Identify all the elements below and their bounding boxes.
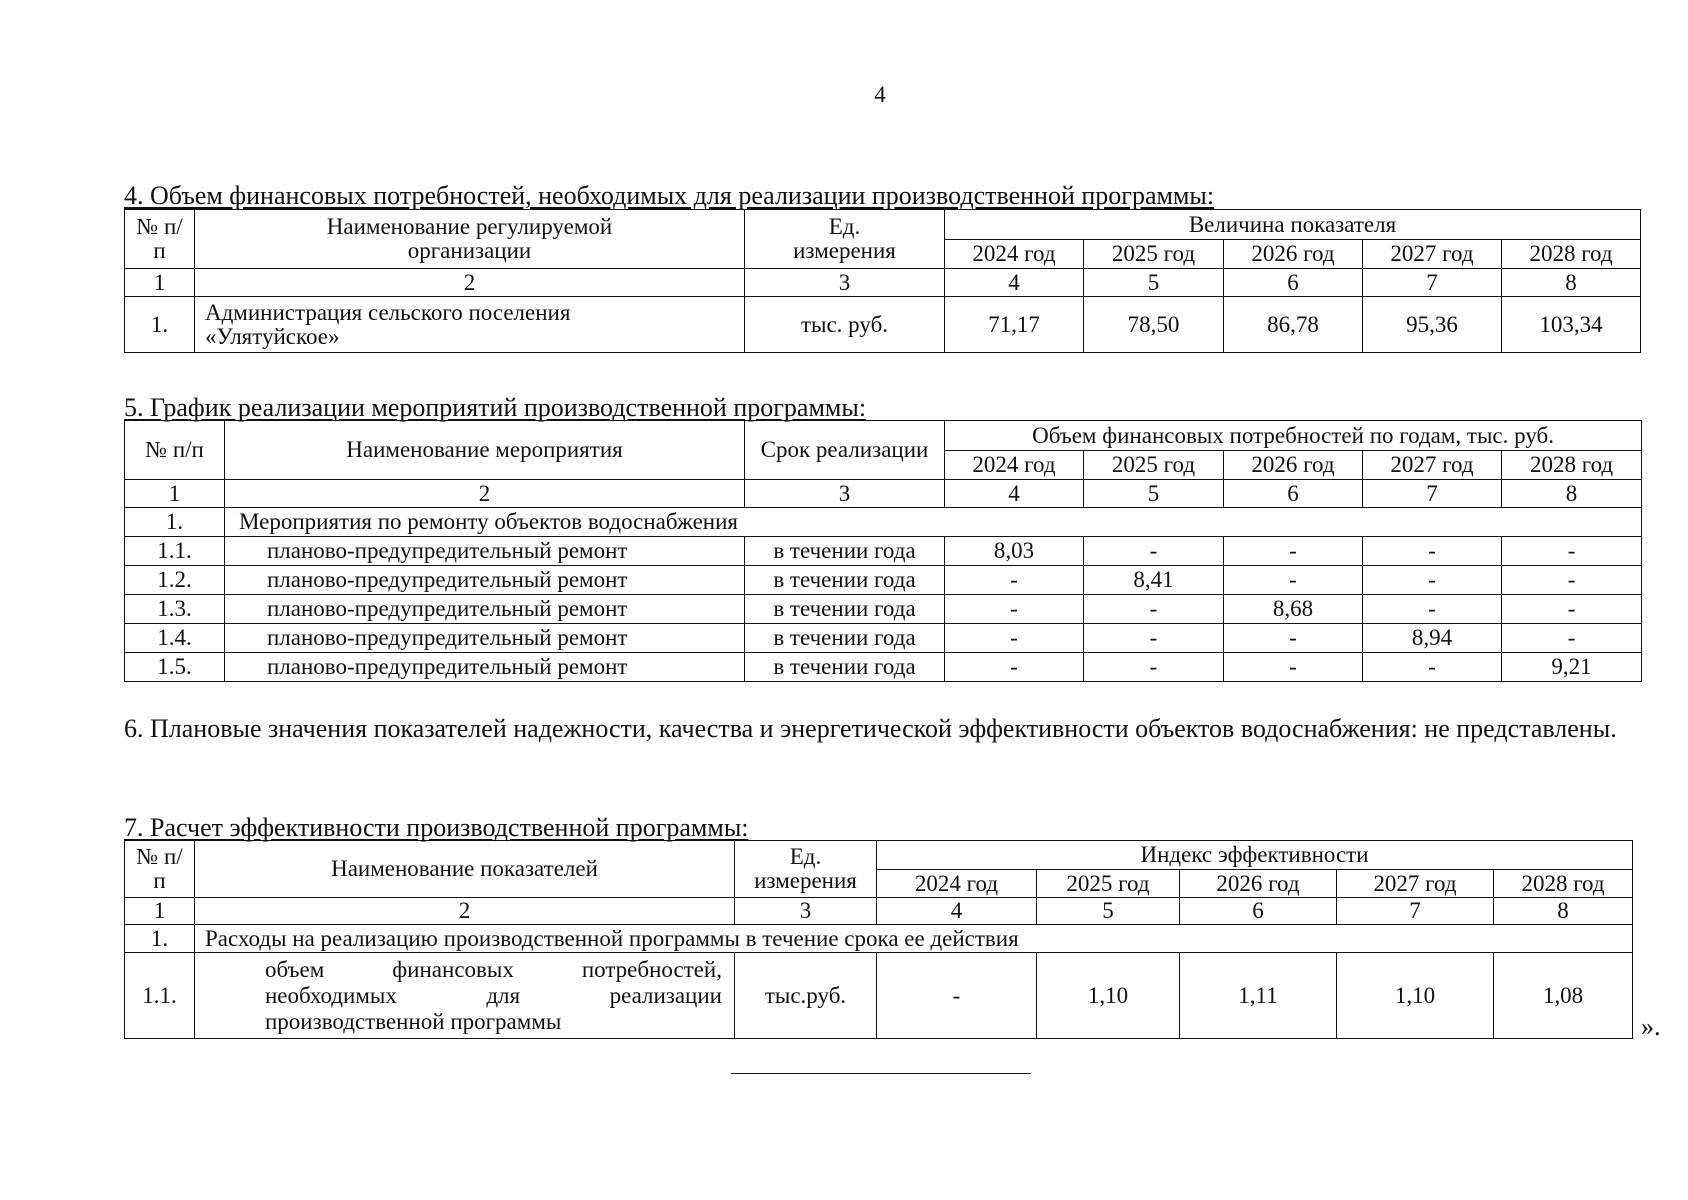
closing-quote: ».	[1641, 1012, 1661, 1041]
value-cell: 8,41	[1084, 566, 1224, 595]
col-header-name: Наименование мероприятия	[225, 421, 745, 480]
row-number: 1.3.	[125, 595, 225, 624]
year-header: 2025 год	[1084, 451, 1224, 480]
organization-name: Администрация сельского поселения «Улятуйское»	[195, 297, 745, 353]
col-header-unit: Ед. измерения	[745, 210, 945, 269]
table-row	[125, 595, 1642, 624]
section-4-title: 4. Объем финансовых потребностей, необходимых для реализации производственной программы:	[124, 181, 1215, 210]
column-number: 6	[1224, 480, 1363, 508]
column-number: 3	[745, 480, 945, 508]
activity-name: планово-предупредительный ремонт	[225, 653, 745, 682]
term-cell: в течении года	[745, 537, 945, 566]
table-header-row	[125, 841, 1633, 870]
col-header-num: № п/п	[125, 421, 225, 480]
column-number: 4	[877, 898, 1037, 925]
group-row	[125, 508, 1642, 537]
activity-name: планово-предупредительный ремонт	[225, 595, 745, 624]
year-header: 2027 год	[1337, 870, 1494, 898]
value-cell: 1,08	[1494, 953, 1633, 1039]
column-number: 5	[1084, 480, 1224, 508]
value-cell: -	[1084, 595, 1224, 624]
col-header-num: № п/п	[125, 210, 195, 269]
term-cell: в течении года	[745, 624, 945, 653]
table-row	[125, 624, 1642, 653]
value-cell: 8,94	[1363, 624, 1502, 653]
row-number: 1.4.	[125, 624, 225, 653]
col-header-group: Индекс эффективности	[877, 841, 1633, 870]
column-number: 7	[1363, 480, 1502, 508]
section-6-paragraph: 6. Плановые значения показателей надежности, качества и энергетической эффективности объектов водоснабжения: не представлены.	[124, 714, 1617, 743]
term-cell: в течении года	[745, 566, 945, 595]
column-number: 8	[1502, 480, 1642, 508]
year-header: 2025 год	[1084, 240, 1224, 269]
page-number: 4	[874, 82, 886, 107]
col-header-group: Величина показателя	[945, 210, 1641, 240]
value-cell: -	[945, 624, 1084, 653]
value-cell: 1,10	[1037, 953, 1180, 1039]
value-cell: -	[1502, 595, 1642, 624]
value-cell: -	[1224, 537, 1363, 566]
value-cell: 1,10	[1337, 953, 1494, 1039]
column-number: 1	[125, 898, 195, 925]
year-header: 2026 год	[1224, 240, 1363, 269]
value-cell: 71,17	[945, 297, 1084, 353]
table-header-row	[125, 210, 1641, 240]
efficiency-table	[124, 840, 1633, 1039]
table-row	[125, 537, 1642, 566]
value-cell: -	[1084, 537, 1224, 566]
column-number: 2	[195, 269, 745, 297]
col-header-num: № п/п	[125, 841, 195, 898]
value-cell: -	[1363, 653, 1502, 682]
term-cell: в течении года	[745, 595, 945, 624]
column-number: 1	[125, 269, 195, 297]
unit-cell: тыс. руб.	[745, 297, 945, 353]
financial-needs-table	[124, 209, 1641, 353]
value-cell: -	[1502, 624, 1642, 653]
year-header: 2026 год	[1180, 870, 1337, 898]
table-row	[125, 653, 1642, 682]
row-number: 1.1.	[125, 537, 225, 566]
year-header: 2024 год	[945, 451, 1084, 480]
column-number: 6	[1224, 269, 1363, 297]
year-header: 2028 год	[1502, 451, 1642, 480]
row-number: 1.	[125, 925, 195, 953]
indicator-name: объем финансовых потребностей, необходимых для реализации производственной программы	[195, 953, 735, 1039]
column-number: 6	[1180, 898, 1337, 925]
table-row	[125, 953, 1633, 1039]
column-number: 8	[1494, 898, 1633, 925]
value-cell: -	[1363, 537, 1502, 566]
year-header: 2027 год	[1363, 240, 1502, 269]
col-header-name: Наименование показателей	[195, 841, 735, 898]
value-cell: -	[1363, 566, 1502, 595]
col-header-term: Срок реализации	[745, 421, 945, 480]
value-cell: 9,21	[1502, 653, 1642, 682]
value-cell: -	[1224, 653, 1363, 682]
col-header-org: Наименование регулируемой организации	[195, 210, 745, 269]
column-number-row	[125, 269, 1641, 297]
table-row	[125, 566, 1642, 595]
year-header: 2027 год	[1363, 451, 1502, 480]
column-number: 5	[1084, 269, 1224, 297]
column-number: 5	[1037, 898, 1180, 925]
value-cell: 1,11	[1180, 953, 1337, 1039]
schedule-table	[124, 420, 1642, 682]
activity-name: планово-предупредительный ремонт	[225, 566, 745, 595]
value-cell: 86,78	[1224, 297, 1363, 353]
year-header: 2026 год	[1224, 451, 1363, 480]
value-cell: -	[1224, 566, 1363, 595]
column-number: 3	[735, 898, 877, 925]
value-cell: -	[945, 595, 1084, 624]
table-row	[125, 297, 1641, 353]
row-number: 1.	[125, 297, 195, 353]
term-cell: в течении года	[745, 653, 945, 682]
col-header-unit: Ед. измерения	[735, 841, 877, 898]
column-number: 7	[1363, 269, 1502, 297]
column-number: 4	[945, 269, 1084, 297]
value-cell: -	[945, 566, 1084, 595]
value-cell: -	[1084, 653, 1224, 682]
row-number: 1.2.	[125, 566, 225, 595]
column-number: 8	[1502, 269, 1641, 297]
value-cell: -	[945, 653, 1084, 682]
section-5-title: 5. График реализации мероприятий производственной программы:	[124, 393, 867, 422]
table-header-row	[125, 421, 1642, 451]
section-7-title: 7. Расчет эффективности производственной программы:	[124, 813, 749, 842]
year-header: 2024 год	[877, 870, 1037, 898]
activity-name: планово-предупредительный ремонт	[225, 537, 745, 566]
group-name: Расходы на реализацию производственной программы в течение срока ее действия	[195, 925, 1633, 953]
column-number: 2	[225, 480, 745, 508]
value-cell: 8,03	[945, 537, 1084, 566]
column-number: 2	[195, 898, 735, 925]
column-number: 7	[1337, 898, 1494, 925]
column-number: 3	[745, 269, 945, 297]
value-cell: 95,36	[1363, 297, 1502, 353]
row-number: 1.	[125, 508, 225, 537]
value-cell: 8,68	[1224, 595, 1363, 624]
column-number: 1	[125, 480, 225, 508]
column-number: 4	[945, 480, 1084, 508]
value-cell: 78,50	[1084, 297, 1224, 353]
value-cell: -	[1224, 624, 1363, 653]
year-header: 2025 год	[1037, 870, 1180, 898]
group-row	[125, 925, 1633, 953]
value-cell: -	[877, 953, 1037, 1039]
activity-name: планово-предупредительный ремонт	[225, 624, 745, 653]
column-number-row	[125, 480, 1642, 508]
unit-cell: тыс.руб.	[735, 953, 877, 1039]
row-number: 1.1.	[125, 953, 195, 1039]
value-cell: -	[1502, 537, 1642, 566]
year-header: 2028 год	[1502, 240, 1641, 269]
row-number: 1.5.	[125, 653, 225, 682]
value-cell: -	[1363, 595, 1502, 624]
year-header: 2028 год	[1494, 870, 1633, 898]
year-header: 2024 год	[945, 240, 1084, 269]
footer-divider	[731, 1073, 1031, 1074]
value-cell: 103,34	[1502, 297, 1641, 353]
group-name: Мероприятия по ремонту объектов водоснабжения	[225, 508, 1642, 537]
value-cell: -	[1084, 624, 1224, 653]
col-header-group: Объем финансовых потребностей по годам, тыс. руб.	[945, 421, 1642, 451]
value-cell: -	[1502, 566, 1642, 595]
column-number-row	[125, 898, 1633, 925]
